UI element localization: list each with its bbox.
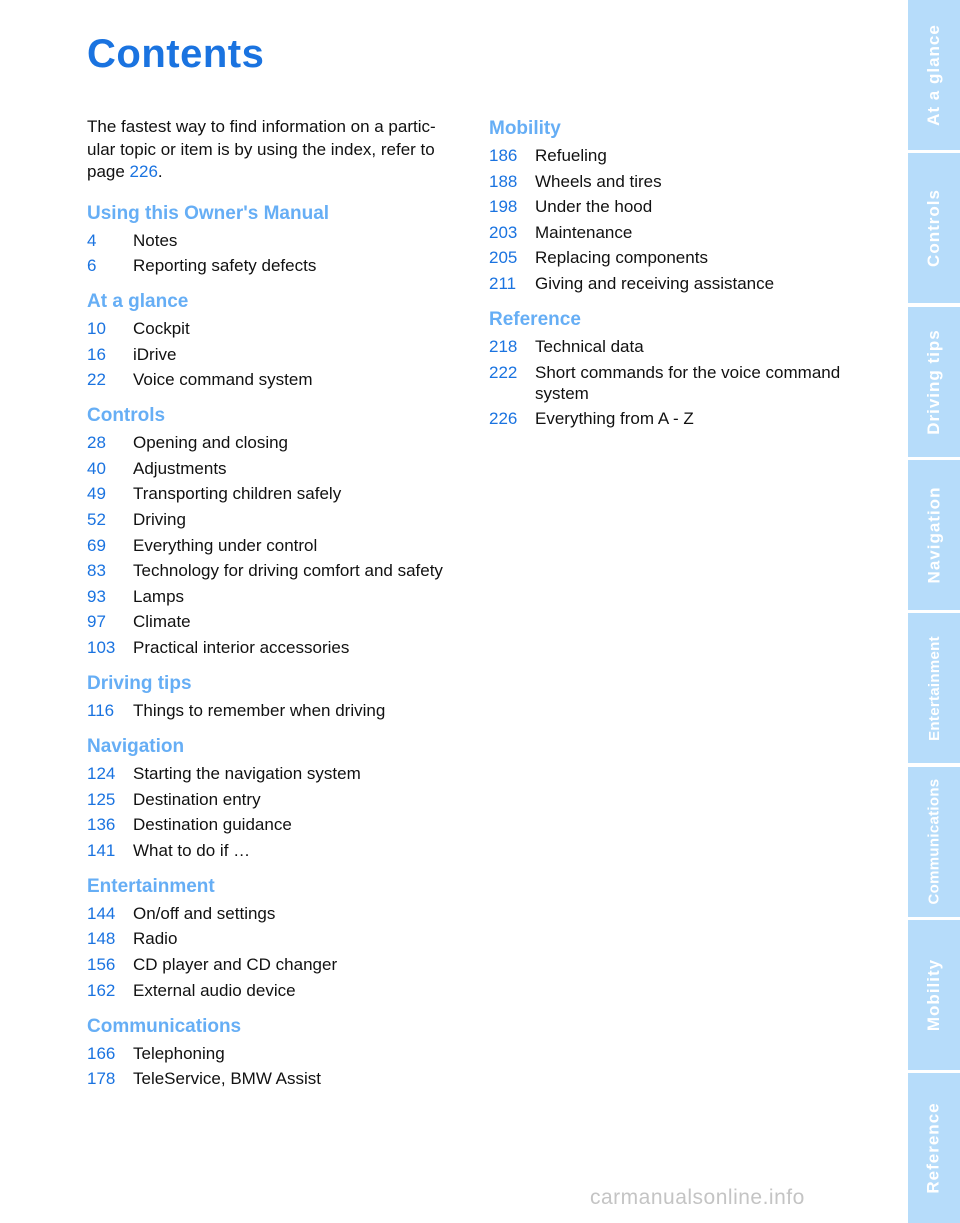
toc-section	[87, 672, 472, 721]
toc-entry[interactable]	[489, 336, 879, 357]
toc-page-number[interactable]: 226	[489, 409, 518, 429]
sidebar-tab[interactable]	[908, 1073, 960, 1223]
sidebar-tab-label: Driving tips	[924, 328, 944, 435]
toc-section	[87, 875, 472, 1001]
intro-line: The fastest way to find information on a partic-	[87, 117, 436, 136]
toc-entry[interactable]	[87, 763, 472, 784]
toc-page-number[interactable]: 6	[87, 256, 97, 276]
toc-entry[interactable]	[87, 509, 472, 530]
toc-entry-text: Reporting safety defects	[133, 256, 317, 276]
toc-entry-text: TeleService, BMW Assist	[133, 1069, 321, 1089]
toc-entry[interactable]	[87, 535, 472, 556]
toc-page-number[interactable]: 144	[87, 903, 116, 923]
toc-entry-text: Climate	[133, 612, 191, 632]
toc-entry-text: Starting the navigation system	[133, 764, 361, 784]
toc-entry[interactable]	[489, 362, 879, 404]
section-title: Mobility	[489, 118, 561, 139]
toc-page-number[interactable]: 93	[87, 586, 106, 606]
toc-page-number[interactable]: 83	[87, 561, 106, 581]
toc-section	[489, 117, 879, 294]
toc-entry[interactable]	[87, 483, 472, 504]
toc-page-number[interactable]: 198	[489, 197, 518, 217]
toc-entry-text: Short commands for the voice command system	[535, 362, 841, 403]
toc-entry[interactable]	[489, 222, 879, 243]
toc-entry-text: Destination guidance	[133, 815, 292, 835]
toc-section	[87, 735, 472, 861]
toc-page-number[interactable]: 116	[87, 701, 115, 721]
sidebar-tab-label: Controls	[924, 189, 944, 268]
toc-page-number[interactable]: 124	[87, 764, 116, 784]
toc-entry[interactable]	[489, 171, 879, 192]
toc-page-number[interactable]: 203	[489, 222, 518, 242]
toc-page-number[interactable]: 218	[489, 336, 518, 356]
sidebar-tab-label: Navigation	[924, 486, 943, 584]
toc-entry[interactable]	[489, 273, 879, 294]
toc-page-number[interactable]: 49	[87, 484, 106, 504]
toc-entry-text: Wheels and tires	[535, 171, 662, 191]
page-title: Contents	[87, 32, 265, 76]
toc-entry[interactable]	[87, 928, 472, 949]
toc-page-number[interactable]: 97	[87, 612, 106, 632]
toc-entry[interactable]	[489, 408, 879, 429]
toc-entry[interactable]	[87, 586, 472, 607]
toc-entry-text: Opening and closing	[133, 433, 289, 453]
toc-entry[interactable]	[87, 903, 472, 924]
toc-entry-text: Giving and receiving assistance	[535, 273, 775, 293]
toc-entry-text: Maintenance	[535, 222, 633, 242]
contents-right-column	[489, 117, 879, 443]
sidebar-tab-label: Communications	[925, 778, 943, 905]
toc-entry[interactable]	[87, 230, 472, 251]
toc-entry-text: External audio device	[133, 980, 296, 1000]
toc-entry[interactable]	[87, 560, 472, 581]
watermark: carmanualsonline.info	[590, 1186, 805, 1209]
toc-entry-text: Technical data	[535, 336, 644, 356]
toc-entry[interactable]	[87, 1043, 472, 1064]
toc-entry-text: CD player and CD changer	[133, 955, 338, 974]
toc-entry[interactable]	[87, 980, 472, 1001]
toc-page-number[interactable]: 10	[87, 319, 106, 339]
toc-entry[interactable]	[87, 369, 472, 390]
toc-page-number[interactable]: 211	[489, 273, 517, 293]
toc-entry[interactable]	[87, 1068, 472, 1089]
toc-entry-text: Cockpit	[133, 319, 190, 339]
toc-entry[interactable]	[87, 611, 472, 632]
sidebar-tab[interactable]	[908, 307, 960, 457]
section-title: Navigation	[87, 736, 185, 758]
toc-entry-text: Transporting children safely	[133, 484, 342, 504]
toc-entry-text: Radio	[133, 929, 178, 949]
section-title: Reference	[489, 308, 581, 330]
index-page-link[interactable]: 226	[129, 162, 158, 181]
toc-page-number[interactable]: 141	[87, 840, 116, 860]
intro-text: page	[87, 162, 130, 181]
toc-entry[interactable]	[87, 255, 472, 276]
toc-entry-text: Under the hood	[535, 197, 653, 217]
toc-page-number[interactable]: 222	[489, 362, 518, 382]
toc-entry[interactable]	[87, 458, 472, 479]
toc-entry-text: What to do if …	[133, 840, 251, 860]
toc-section	[87, 290, 472, 390]
toc-entry-text: Lamps	[133, 586, 185, 606]
toc-page-number[interactable]: 28	[87, 433, 106, 453]
right-sections	[489, 117, 879, 429]
section-title: Controls	[87, 405, 166, 427]
toc-entry-text: Voice command system	[133, 370, 313, 390]
section-title: Entertainment	[87, 875, 215, 897]
toc-entry-text: Destination entry	[133, 789, 261, 809]
toc-page-number[interactable]: 205	[489, 248, 518, 268]
sidebar-tab[interactable]	[908, 613, 960, 763]
toc-page-number[interactable]: 4	[87, 230, 97, 250]
toc-entry-text: Replacing components	[535, 248, 708, 268]
toc-page-number[interactable]: 69	[87, 535, 106, 555]
toc-entry-text: Notes	[133, 230, 178, 250]
toc-page-number[interactable]: 52	[87, 510, 106, 530]
toc-page-number[interactable]: 178	[87, 1069, 116, 1089]
toc-entry[interactable]	[87, 840, 472, 861]
sidebar-tab[interactable]	[908, 920, 960, 1070]
section-title: Using this Owner's Manual	[87, 202, 330, 224]
toc-entry[interactable]	[87, 637, 472, 658]
toc-section	[87, 202, 472, 277]
sidebar-tab[interactable]	[908, 0, 960, 150]
toc-entry-text: Driving	[133, 510, 186, 530]
toc-page-number[interactable]: 162	[87, 980, 116, 1000]
toc-page-number[interactable]: 148	[87, 929, 116, 949]
toc-entry-text: iDrive	[133, 344, 177, 364]
toc-page-number[interactable]: 103	[87, 638, 116, 658]
toc-page-number[interactable]: 156	[87, 955, 116, 974]
toc-entry-text: Everything under control	[133, 535, 318, 555]
toc-entry-text: Things to remember when driving	[133, 701, 386, 721]
intro-text: .	[157, 162, 163, 181]
section-title: Driving tips	[87, 673, 192, 695]
toc-entry[interactable]	[489, 247, 879, 268]
toc-section	[87, 1015, 472, 1090]
toc-page-number[interactable]: 22	[87, 370, 106, 390]
toc-entry-text: Refueling	[535, 146, 607, 165]
chapter-sidebar	[908, 0, 960, 1220]
sidebar-tab-label: Reference	[924, 1102, 943, 1194]
toc-section	[489, 308, 879, 429]
toc-entry-text: Technology for driving comfort and safety	[133, 561, 443, 581]
toc-entry-text: On/off and settings	[133, 903, 276, 923]
sidebar-tab[interactable]	[908, 460, 960, 610]
toc-entry-text: Adjustments	[133, 458, 227, 478]
toc-entry[interactable]	[87, 318, 472, 339]
toc-entry[interactable]	[87, 789, 472, 810]
toc-entry-text: Telephoning	[133, 1043, 225, 1063]
intro-paragraph	[87, 116, 472, 184]
sidebar-tab-label: Mobility	[924, 958, 943, 1031]
toc-page-number[interactable]: 166	[87, 1043, 116, 1063]
intro-line	[87, 161, 472, 184]
toc-entry[interactable]	[87, 432, 472, 453]
sidebar-tab[interactable]	[908, 153, 960, 303]
toc-entry[interactable]	[87, 344, 472, 365]
toc-page-number[interactable]: 186	[489, 146, 518, 165]
toc-entry[interactable]	[87, 954, 472, 975]
toc-entry[interactable]	[87, 814, 472, 835]
sidebar-tab-label: At a glance	[924, 24, 944, 126]
intro-line: ular topic or item is by using the index, refer to	[87, 139, 435, 159]
left-sections	[87, 202, 472, 1090]
toc-page-number[interactable]: 188	[489, 171, 518, 191]
sidebar-tab[interactable]	[908, 767, 960, 917]
section-title: At a glance	[87, 291, 189, 313]
toc-page-number[interactable]: 136	[87, 815, 116, 835]
contents-left-column	[87, 116, 472, 1103]
sidebar-tab-label: Entertainment	[925, 635, 943, 741]
toc-page-number[interactable]: 125	[87, 789, 116, 809]
toc-entry-text: Everything from A - Z	[535, 409, 694, 429]
toc-entry[interactable]	[489, 196, 879, 217]
toc-section	[87, 404, 472, 658]
toc-entry-text: Practical interior accessories	[133, 638, 350, 658]
toc-page-number[interactable]: 16	[87, 344, 106, 364]
toc-page-number[interactable]: 40	[87, 458, 106, 478]
toc-entry[interactable]	[489, 145, 879, 166]
toc-entry[interactable]	[87, 700, 472, 721]
section-title: Communications	[87, 1015, 242, 1037]
